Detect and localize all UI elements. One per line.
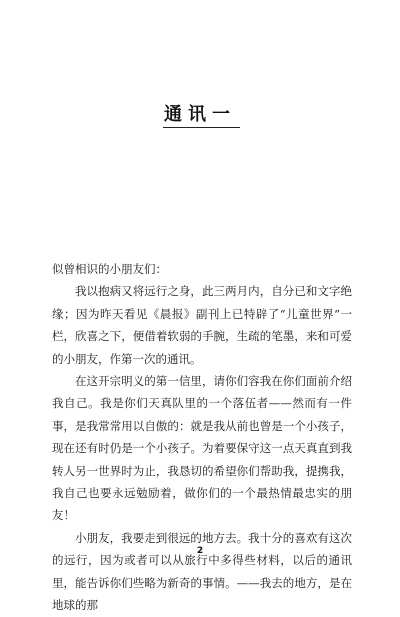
paragraph-3: 小朋友，我要走到很远的地方去。我十分的喜欢有这次的远行，因为或者可以从旅行中多得些材料，以后的通讯里，能告诉你们些略为新奇的事情。——我去的地方，是在地球的那 [52,530,352,613]
page-number: 2 [196,546,204,556]
paragraph-1: 我以抱病又将远行之身，此三两月内，自分已和文字绝缘；因为昨天看见《晨报》副刊上已特辟了“儿童世界”一栏，欣喜之下，便借着软弱的手腕，生疏的笔墨，来和可爱的小朋友，作第一次的通讯。 [52,284,352,366]
paragraph-2: 在这开宗明义的第一信里，请你们容我在你们面前介绍我自己。我是你们天真队里的一个落伍者——然而有一件事，是我常常用以自傲的：就是我从前也曾是一个小孩子，现在还有时仍是一个小孩子。为着要保守这一点天真直到我转人另一世界时为止，我恳切的希望你们帮助我，提携我，我自己也要永远勉励着，做你们的一个最热情最忠实的朋友！ [52,374,352,523]
salutation: 似曾相识的小朋友们： [52,262,167,276]
title-underline [163,127,240,128]
letter-body [52,258,352,617]
chapter-title: 通讯一 [164,104,236,125]
